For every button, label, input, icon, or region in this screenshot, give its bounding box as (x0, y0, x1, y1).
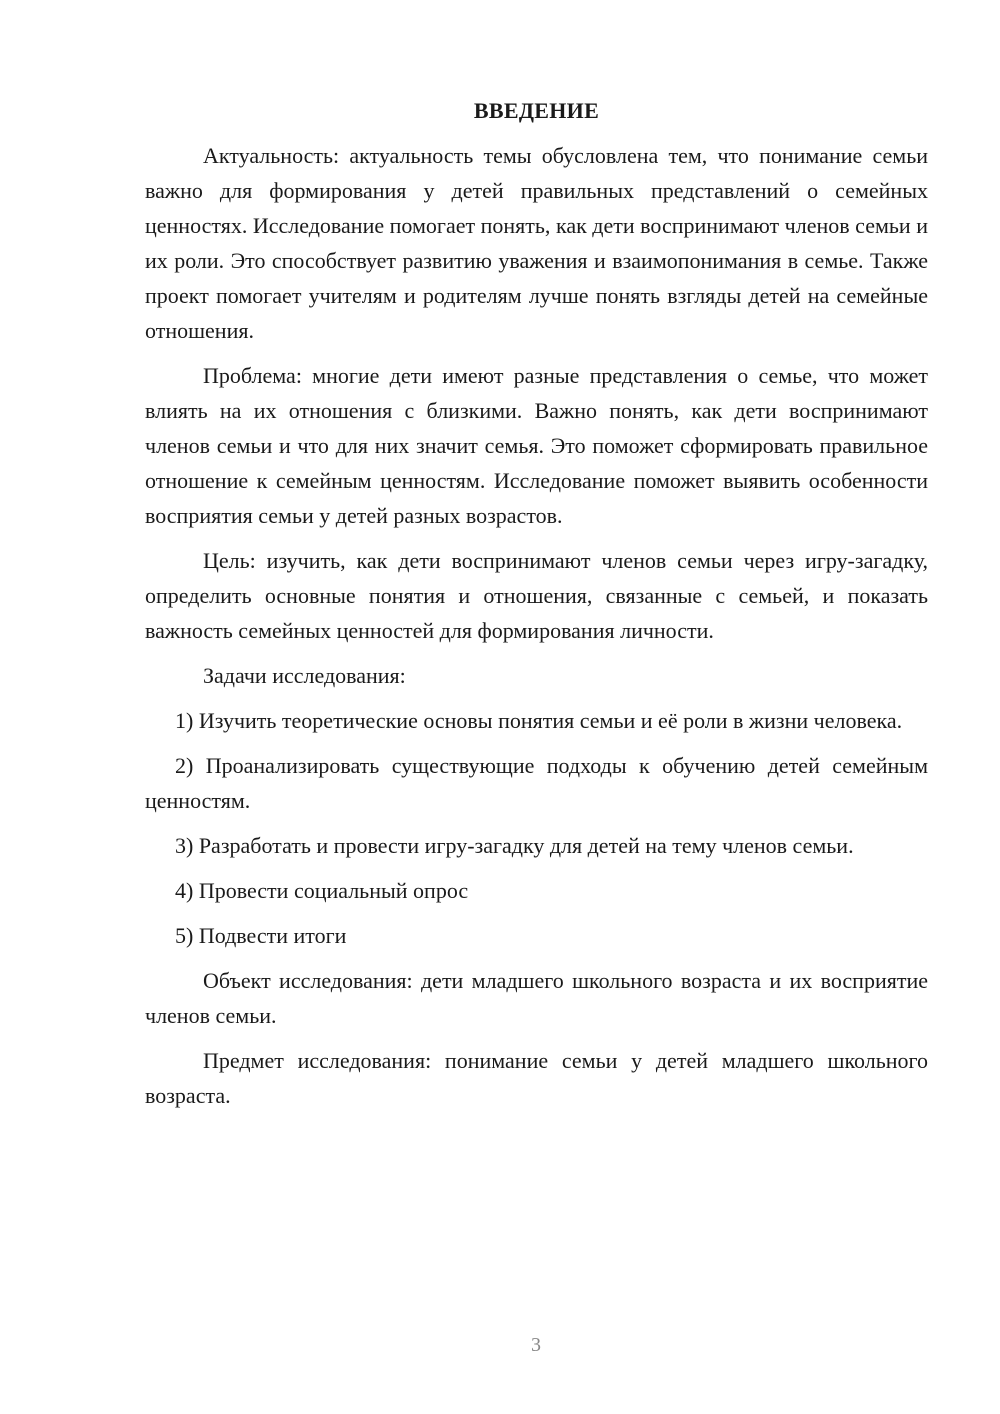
object-paragraph: Объект исследования: дети младшего школьного возраста и их восприятие членов семьи. (145, 968, 928, 1028)
task-item-5: 5) Подвести итоги (175, 923, 347, 948)
task-item-2: 2) Проанализировать существующие подходы к обучению детей семейным ценностям. (145, 753, 928, 813)
task-item-4: 4) Провести социальный опрос (175, 878, 469, 903)
tasks-heading: Задачи исследования: (203, 663, 406, 688)
relevance-paragraph: Актуальность: актуальность темы обусловлена тем, что понимание семьи важно для формирования у детей правильных представлений о семейных ценностях. Исследование помогает понять, как дети воспринимают членов семьи и их роли. Это способствует развитию уважения и взаимопонимания в семье. Также проект помогает учителям и родителям лучше понять взгляды детей на семейные отношения. (145, 143, 928, 343)
problem-paragraph: Проблема: многие дети имеют разные представления о семье, что может влиять на их отношения с близкими. Важно понять, как дети воспринимают членов семьи и что для них значит семья. Это поможет сформировать правильное отношение к семейным ценностям. Исследование поможет выявить особенности восприятия семьи у детей разных возрастов. (145, 363, 928, 528)
task-item-1: 1) Изучить теоретические основы понятия семьи и её роли в жизни человека. (175, 708, 903, 733)
page-body (145, 96, 928, 1123)
subject-paragraph: Предмет исследования: понимание семьи у детей младшего школьного возраста. (145, 1048, 928, 1108)
page-number: 3 (531, 1334, 541, 1356)
goal-paragraph: Цель: изучить, как дети воспринимают членов семьи через игру-загадку, определить основные понятия и отношения, связанные с семьей, и показать важность семейных ценностей для формирования личности. (145, 548, 928, 643)
page-title: ВВЕДЕНИЕ (473, 98, 600, 123)
task-item-3: 3) Разработать и провести игру-загадку для детей на тему членов семьи. (175, 833, 854, 858)
